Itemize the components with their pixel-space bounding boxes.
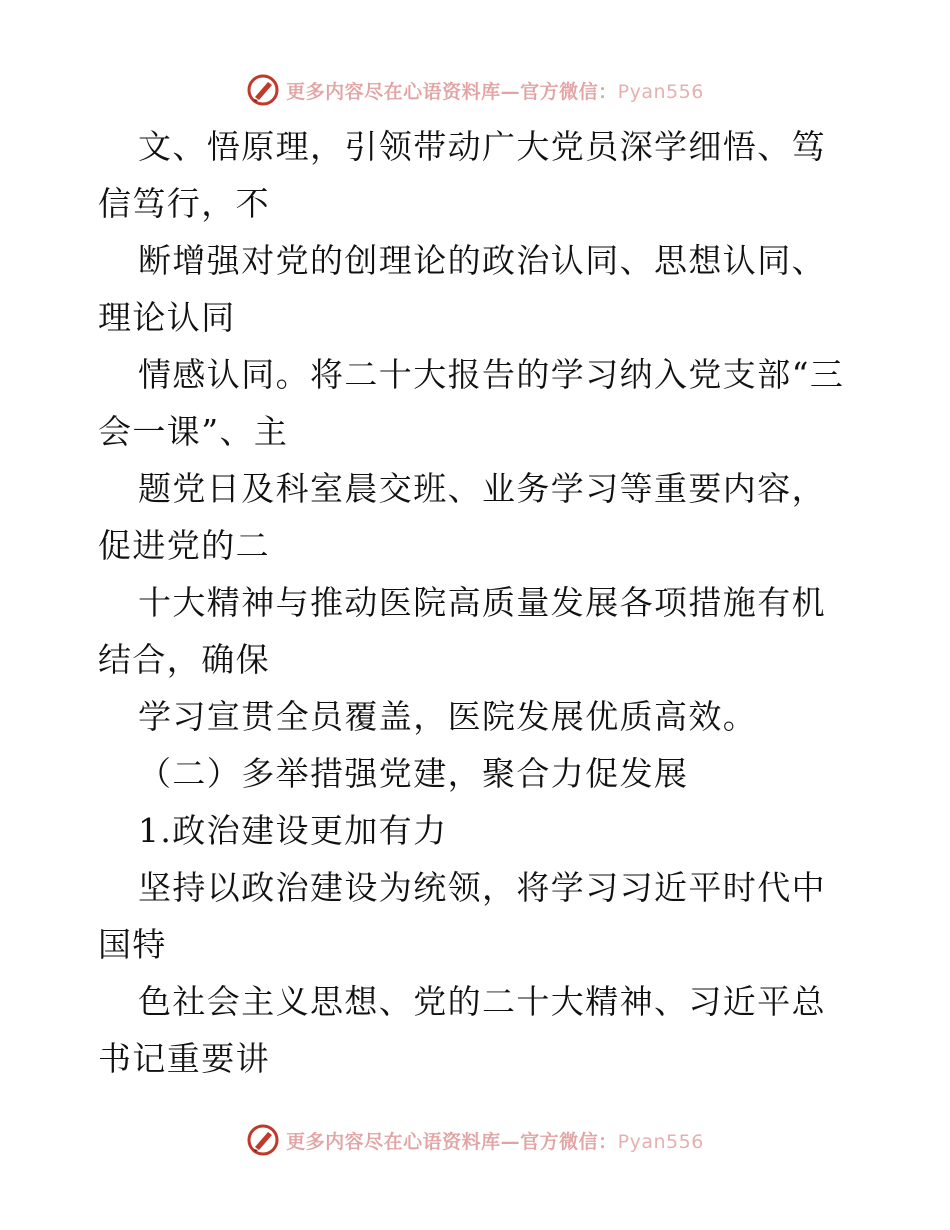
footer-watermark — [0, 1120, 950, 1160]
logo-icon — [246, 73, 280, 107]
paragraph: 情感认同。将二十大报告的学习纳入党支部“三会一课”、主 — [98, 355, 845, 451]
paragraph: 十大精神与推动医院高质量发展各项措施有机结合，确保 — [98, 583, 826, 679]
subsection-heading: 1.政治建设更加有力 — [138, 811, 448, 850]
paragraph: 文、悟原理，引领带动广大党员深学细悟、笃信笃行，不 — [98, 127, 826, 223]
paragraph: 题党日及科室晨交班、业务学习等重要内容，促进党的二 — [98, 469, 826, 565]
watermark-text: 更多内容尽在心语资料库—官方微信：Pyan556 — [286, 80, 704, 103]
logo-icon — [246, 1123, 280, 1157]
paragraph: 断增强对党的创理论的政治认同、思想认同、理论认同 — [98, 241, 826, 337]
section-heading: （二）多举措强党建，聚合力促发展 — [138, 754, 689, 793]
paragraph: 学习宣贯全员覆盖，医院发展优质高效。 — [138, 697, 758, 736]
paragraph: 色社会主义思想、党的二十大精神、习近平总书记重要讲 — [98, 982, 826, 1078]
watermark-text: 更多内容尽在心语资料库—官方微信：Pyan556 — [286, 1130, 704, 1153]
document-body — [98, 118, 858, 1087]
header-watermark — [0, 70, 950, 110]
paragraph: 坚持以政治建设为统领，将学习习近平时代中国特 — [98, 868, 826, 964]
